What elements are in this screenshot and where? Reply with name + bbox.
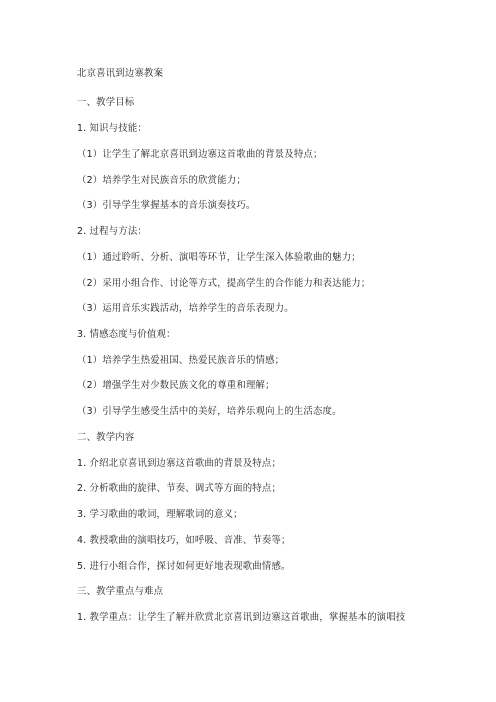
list-item: 1. 介绍北京喜讯到边寨这首歌曲的背景及特点； (77, 458, 282, 469)
list-item: （1）让学生了解北京喜讯到边寨这首歌曲的背景及特点； (77, 149, 323, 160)
list-item: （2）增强学生对少数民族文化的尊重和理解； (77, 380, 275, 391)
document-title: 北京喜讯到边寨教案 (77, 68, 164, 79)
list-item: （1）培养学生热爱祖国、热爱民族音乐的情感； (77, 355, 285, 366)
section-heading: 一、教学目标 (77, 97, 135, 108)
list-item: （3）运用音乐实践活动，培养学生的音乐表现力。 (77, 303, 294, 314)
list-item: 3. 学习歌曲的歌词，理解歌词的意义； (77, 509, 243, 520)
list-item: （3）引导学生掌握基本的音乐演奏技巧。 (77, 200, 256, 211)
subsection-heading: 1. 知识与技能： (77, 123, 147, 134)
subsection-heading: 2. 过程与方法： (77, 226, 147, 237)
subsection-heading: 3. 情感态度与价值观： (77, 329, 176, 340)
list-item: 2. 分析歌曲的旋律、节奏、调式等方面的特点； (77, 483, 282, 494)
list-item: 5. 进行小组合作，探讨如何更好地表现歌曲情感。 (77, 561, 291, 572)
list-item: （2）采用小组合作、讨论等方式，提高学生的合作能力和表达能力； (77, 278, 371, 289)
section-heading: 二、教学内容 (77, 432, 135, 443)
list-item: （1）通过聆听、分析、演唱等环节，让学生深入体验歌曲的魅力； (77, 252, 361, 263)
section-heading: 三、教学重点与难点 (77, 586, 164, 597)
list-item: 1. 教学重点：让学生了解并欣赏北京喜讯到边寨这首歌曲，掌握基本的演唱技 (77, 612, 406, 623)
list-item: （3）引导学生感受生活中的美好，培养乐观向上的生活态度。 (77, 406, 342, 417)
list-item: 4. 教授歌曲的演唱技巧，如呼吸、音准、节奏等； (77, 535, 291, 546)
list-item: （2）培养学生对民族音乐的欣赏能力； (77, 175, 246, 186)
